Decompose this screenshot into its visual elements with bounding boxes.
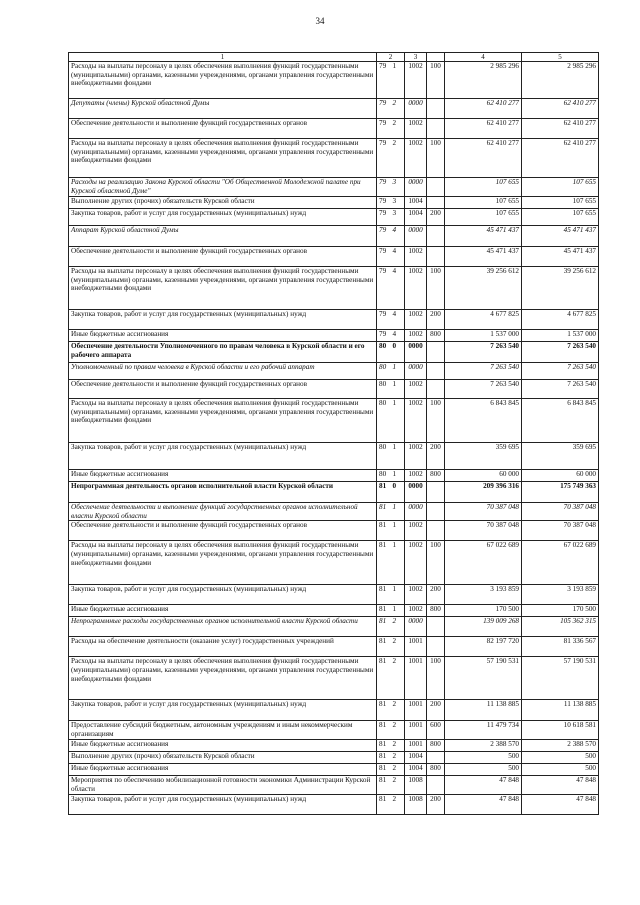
subsection-code-cell: 3 [391,197,405,209]
row-name-cell: Непрограммная деятельность органов исполнительной власти Курской области [69,482,377,503]
expense-type-cell [427,178,445,197]
table-row [69,617,599,637]
amount-year1-cell: 60 000 [445,470,522,482]
amount-year1-cell: 11 138 885 [445,700,522,721]
amount-year1-cell: 6 843 845 [445,399,522,443]
amount-year1-cell: 45 471 437 [445,226,522,247]
subsection-code-cell: 2 [391,119,405,139]
table-row [69,700,599,721]
row-name-cell: Обеспечение деятельности и выполнение функций государственных органов [69,521,377,541]
table-row [69,740,599,752]
amount-year2-cell: 60 000 [522,470,599,482]
amount-year1-cell: 139 009 268 [445,617,522,637]
expense-type-cell [427,380,445,399]
section-code-cell: 79 [377,226,391,247]
amount-year2-cell: 45 471 437 [522,226,599,247]
expense-type-cell [427,482,445,503]
section-code-cell: 80 [377,470,391,482]
expense-type-cell: 100 [427,139,445,178]
subsection-code-cell: 3 [391,178,405,197]
section-code-cell: 81 [377,482,391,503]
row-name-cell: Иные бюджетные ассигнования [69,330,377,342]
subsection-code-cell: 4 [391,226,405,247]
section-code-cell: 79 [377,62,391,99]
amount-year1-cell: 70 387 048 [445,503,522,521]
subsection-code-cell: 1 [391,521,405,541]
section-code-cell: 79 [377,119,391,139]
article-code-cell: 1002 [405,62,427,99]
article-code-cell: 0000 [405,99,427,119]
subsection-code-cell: 4 [391,267,405,310]
subsection-code-cell: 1 [391,503,405,521]
section-code-cell: 79 [377,267,391,310]
table-row [69,139,599,178]
amount-year2-cell: 62 410 277 [522,139,599,178]
page-number: 34 [315,16,325,26]
header-cell: 5 [522,53,599,62]
expense-type-cell [427,226,445,247]
article-code-cell: 1002 [405,541,427,585]
table-row [69,637,599,657]
subsection-code-cell: 2 [391,740,405,752]
section-code-cell: 79 [377,247,391,267]
subsection-code-cell: 2 [391,752,405,764]
expense-type-cell [427,617,445,637]
amount-year1-cell: 67 022 689 [445,541,522,585]
expense-type-cell [427,637,445,657]
section-code-cell: 81 [377,752,391,764]
article-code-cell: 0000 [405,363,427,380]
article-code-cell: 1004 [405,752,427,764]
expense-type-cell: 200 [427,795,445,815]
table-row [69,721,599,740]
article-code-cell: 1001 [405,740,427,752]
subsection-code-cell: 2 [391,637,405,657]
expense-type-cell [427,363,445,380]
row-name-cell: Обеспечение деятельности и выполнение функций государственных органов [69,380,377,399]
row-name-cell: Иные бюджетные ассигнования [69,764,377,776]
expense-type-cell: 100 [427,399,445,443]
section-code-cell: 79 [377,209,391,226]
article-code-cell: 0000 [405,178,427,197]
section-code-cell: 79 [377,139,391,178]
row-name-cell: Иные бюджетные ассигнования [69,470,377,482]
row-name-cell: Расходы на реализацию Закона Курской области "Об Общественной Молодежной палате при Курской областной Думе" [69,178,377,197]
amount-year2-cell: 500 [522,764,599,776]
amount-year1-cell: 47 848 [445,776,522,795]
article-code-cell: 1001 [405,637,427,657]
amount-year2-cell: 175 749 363 [522,482,599,503]
section-code-cell: 81 [377,521,391,541]
section-code-cell: 81 [377,617,391,637]
amount-year1-cell: 209 396 316 [445,482,522,503]
amount-year2-cell: 6 843 845 [522,399,599,443]
table-row [69,119,599,139]
amount-year2-cell: 70 387 048 [522,503,599,521]
expense-type-cell [427,197,445,209]
table-header-row [69,53,599,62]
expense-type-cell: 200 [427,585,445,605]
article-code-cell: 1002 [405,399,427,443]
article-code-cell: 1002 [405,470,427,482]
table-row [69,503,599,521]
subsection-code-cell: 1 [391,585,405,605]
amount-year2-cell: 10 618 581 [522,721,599,740]
subsection-code-cell: 3 [391,209,405,226]
amount-year1-cell: 45 471 437 [445,247,522,267]
amount-year2-cell: 47 848 [522,795,599,815]
amount-year2-cell: 2 985 296 [522,62,599,99]
amount-year2-cell: 45 471 437 [522,247,599,267]
row-name-cell: Выполнение других (прочих) обязательств Курской области [69,752,377,764]
article-code-cell: 1002 [405,139,427,178]
article-code-cell: 1001 [405,700,427,721]
expense-type-cell [427,503,445,521]
amount-year1-cell: 359 695 [445,443,522,470]
amount-year1-cell: 107 655 [445,178,522,197]
amount-year2-cell: 7 263 540 [522,380,599,399]
subsection-code-cell: 1 [391,470,405,482]
row-name-cell: Обеспечение деятельности и выполнение функций государственных органов исполнительной власти Курской области [69,503,377,521]
table-row [69,585,599,605]
section-code-cell: 81 [377,795,391,815]
amount-year1-cell: 7 263 540 [445,342,522,363]
expense-type-cell: 200 [427,209,445,226]
amount-year1-cell: 3 193 859 [445,585,522,605]
section-code-cell: 80 [377,399,391,443]
amount-year2-cell: 3 193 859 [522,585,599,605]
section-code-cell: 81 [377,776,391,795]
subsection-code-cell: 2 [391,617,405,637]
amount-year2-cell: 359 695 [522,443,599,470]
table-row [69,776,599,795]
expense-type-cell: 200 [427,700,445,721]
table-row [69,541,599,585]
subsection-code-cell: 1 [391,399,405,443]
subsection-code-cell: 1 [391,605,405,617]
row-name-cell: Иные бюджетные ассигнования [69,740,377,752]
subsection-code-cell: 2 [391,764,405,776]
table-row [69,521,599,541]
table-row [69,62,599,99]
subsection-code-cell: 4 [391,310,405,330]
amount-year2-cell: 105 362 315 [522,617,599,637]
table-row [69,342,599,363]
expense-type-cell: 800 [427,740,445,752]
header-cell: 1 [69,53,377,62]
expense-type-cell [427,776,445,795]
section-code-cell: 81 [377,721,391,740]
article-code-cell: 1002 [405,119,427,139]
subsection-code-cell: 2 [391,99,405,119]
expense-type-cell [427,247,445,267]
header-cell: 4 [445,53,522,62]
amount-year2-cell: 7 263 540 [522,342,599,363]
amount-year1-cell: 11 479 734 [445,721,522,740]
subsection-code-cell: 2 [391,139,405,178]
table-row [69,226,599,247]
article-code-cell: 1001 [405,657,427,700]
section-code-cell: 80 [377,380,391,399]
article-code-cell: 1002 [405,605,427,617]
table-row [69,99,599,119]
amount-year2-cell: 170 500 [522,605,599,617]
row-name-cell: Выполнение других (прочих) обязательств Курской области [69,197,377,209]
article-code-cell: 1002 [405,585,427,605]
table-row [69,363,599,380]
section-code-cell: 80 [377,342,391,363]
section-code-cell: 81 [377,657,391,700]
table-row [69,267,599,310]
amount-year1-cell: 39 256 612 [445,267,522,310]
amount-year1-cell: 107 655 [445,197,522,209]
section-code-cell: 80 [377,443,391,470]
header-cell: 3 [405,53,427,62]
amount-year2-cell: 70 387 048 [522,521,599,541]
amount-year2-cell: 57 190 531 [522,657,599,700]
expense-type-cell [427,99,445,119]
table-row [69,310,599,330]
subsection-code-cell: 4 [391,247,405,267]
article-code-cell: 1004 [405,197,427,209]
expense-type-cell [427,119,445,139]
amount-year2-cell: 7 263 540 [522,363,599,380]
expense-type-cell: 100 [427,541,445,585]
section-code-cell: 79 [377,178,391,197]
table-row [69,605,599,617]
expense-type-cell: 600 [427,721,445,740]
row-name-cell: Расходы на выплаты персоналу в целях обеспечения выполнения функций государственными (муниципальными) органами, казенными учреждениями, органами управления государственными внебюджетными фондами [69,399,377,443]
amount-year2-cell: 62 410 277 [522,119,599,139]
table-row [69,482,599,503]
expense-type-cell: 800 [427,764,445,776]
amount-year2-cell: 107 655 [522,209,599,226]
article-code-cell: 1004 [405,209,427,226]
section-code-cell: 79 [377,197,391,209]
table-row [69,764,599,776]
amount-year2-cell: 81 336 567 [522,637,599,657]
row-name-cell: Аппарат Курской областной Думы [69,226,377,247]
expense-type-cell: 100 [427,62,445,99]
amount-year2-cell: 47 848 [522,776,599,795]
row-name-cell: Предоставление субсидий бюджетным, автономным учреждениям и иным некоммерческим организациям [69,721,377,740]
row-name-cell: Уполномоченный по правам человека в Курской области и его рабочий аппарат [69,363,377,380]
subsection-code-cell: 1 [391,363,405,380]
row-name-cell: Закупка товаров, работ и услуг для государственных (муниципальных) нужд [69,795,377,815]
article-code-cell: 0000 [405,503,427,521]
article-code-cell: 1002 [405,443,427,470]
subsection-code-cell: 2 [391,700,405,721]
expense-type-cell [427,342,445,363]
amount-year1-cell: 170 500 [445,605,522,617]
row-name-cell: Закупка товаров, работ и услуг для государственных (муниципальных) нужд [69,310,377,330]
expense-type-cell [427,752,445,764]
article-code-cell: 1004 [405,764,427,776]
row-name-cell: Мероприятия по обеспечению мобилизационной готовности экономики Администрации Курской области [69,776,377,795]
row-name-cell: Расходы на выплаты персоналу в целях обеспечения выполнения функций государственными (муниципальными) органами, казенными учреждениями, органами управления государственными внебюджетными фондами [69,267,377,310]
amount-year1-cell: 47 848 [445,795,522,815]
row-name-cell: Депутаты (члены) Курской областной Думы [69,99,377,119]
section-code-cell: 81 [377,585,391,605]
amount-year1-cell: 500 [445,764,522,776]
amount-year1-cell: 107 655 [445,209,522,226]
section-code-cell: 81 [377,740,391,752]
article-code-cell: 1002 [405,310,427,330]
budget-table [68,52,599,815]
article-code-cell: 1002 [405,330,427,342]
article-code-cell: 0000 [405,617,427,637]
header-cell [427,53,445,62]
table-row [69,178,599,197]
section-code-cell: 79 [377,310,391,330]
section-code-cell: 81 [377,541,391,585]
amount-year2-cell: 500 [522,752,599,764]
subsection-code-cell: 0 [391,342,405,363]
row-name-cell: Закупка товаров, работ и услуг для государственных (муниципальных) нужд [69,585,377,605]
amount-year1-cell: 2 388 570 [445,740,522,752]
section-code-cell: 79 [377,330,391,342]
section-code-cell: 81 [377,700,391,721]
subsection-code-cell: 4 [391,330,405,342]
row-name-cell: Расходы на выплаты персоналу в целях обеспечения выполнения функций государственными (муниципальными) органами, казенными учреждениями, органами управления государственными внебюджетными фондами [69,541,377,585]
subsection-code-cell: 2 [391,795,405,815]
header-cell: 2 [377,53,405,62]
subsection-code-cell: 1 [391,380,405,399]
amount-year1-cell: 7 263 540 [445,363,522,380]
table-row [69,380,599,399]
section-code-cell: 81 [377,637,391,657]
row-name-cell: Расходы на выплаты персоналу в целях обеспечения выполнения функций государственными (муниципальными) органами, казенными учреждениями, органами управления государственными внебюджетными фондами [69,62,377,99]
amount-year1-cell: 62 410 277 [445,139,522,178]
amount-year2-cell: 1 537 000 [522,330,599,342]
article-code-cell: 1002 [405,247,427,267]
article-code-cell: 1008 [405,776,427,795]
row-name-cell: Закупка товаров, работ и услуг для государственных (муниципальных) нужд [69,443,377,470]
expense-type-cell: 800 [427,470,445,482]
expense-type-cell: 800 [427,330,445,342]
article-code-cell: 1008 [405,795,427,815]
amount-year1-cell: 70 387 048 [445,521,522,541]
amount-year2-cell: 11 138 885 [522,700,599,721]
amount-year2-cell: 107 655 [522,178,599,197]
section-code-cell: 79 [377,99,391,119]
table-row [69,247,599,267]
row-name-cell: Обеспечение деятельности и выполнение функций государственных органов [69,119,377,139]
subsection-code-cell: 1 [391,443,405,470]
row-name-cell: Обеспечение деятельности и выполнение функций государственных органов [69,247,377,267]
amount-year2-cell: 62 410 277 [522,99,599,119]
subsection-code-cell: 2 [391,776,405,795]
amount-year2-cell: 107 655 [522,197,599,209]
expense-type-cell: 200 [427,443,445,470]
amount-year1-cell: 62 410 277 [445,99,522,119]
amount-year1-cell: 82 197 720 [445,637,522,657]
table-row [69,752,599,764]
row-name-cell: Непрограммные расходы государственных органов исполнительной власти Курской области [69,617,377,637]
row-name-cell: Иные бюджетные ассигнования [69,605,377,617]
article-code-cell: 1002 [405,267,427,310]
table-row [69,443,599,470]
amount-year2-cell: 4 677 825 [522,310,599,330]
row-name-cell: Расходы на выплаты персоналу в целях обеспечения выполнения функций государственными (муниципальными) органами, казенными учреждениями, органами управления государственными внебюджетными фондами [69,139,377,178]
amount-year1-cell: 2 985 296 [445,62,522,99]
row-name-cell: Расходы на выплаты персоналу в целях обеспечения выполнения функций государственными (муниципальными) органами, казенными учреждениями, органами управления государственными внебюджетными фондами [69,657,377,700]
table-row [69,209,599,226]
row-name-cell: Закупка товаров, работ и услуг для государственных (муниципальных) нужд [69,700,377,721]
amount-year1-cell: 1 537 000 [445,330,522,342]
article-code-cell: 1002 [405,380,427,399]
amount-year1-cell: 4 677 825 [445,310,522,330]
section-code-cell: 80 [377,363,391,380]
expense-type-cell: 100 [427,657,445,700]
subsection-code-cell: 2 [391,721,405,740]
amount-year2-cell: 67 022 689 [522,541,599,585]
table-row [69,795,599,815]
section-code-cell: 81 [377,503,391,521]
section-code-cell: 81 [377,605,391,617]
subsection-code-cell: 0 [391,482,405,503]
table-row [69,399,599,443]
section-code-cell: 81 [377,764,391,776]
subsection-code-cell: 1 [391,62,405,99]
expense-type-cell [427,521,445,541]
amount-year2-cell: 2 388 570 [522,740,599,752]
expense-type-cell: 200 [427,310,445,330]
article-code-cell: 1002 [405,521,427,541]
amount-year1-cell: 62 410 277 [445,119,522,139]
subsection-code-cell: 1 [391,541,405,585]
table-row [69,657,599,700]
table-row [69,330,599,342]
amount-year1-cell: 500 [445,752,522,764]
row-name-cell: Закупка товаров, работ и услуг для государственных (муниципальных) нужд [69,209,377,226]
table-row [69,197,599,209]
amount-year1-cell: 7 263 540 [445,380,522,399]
table-row [69,470,599,482]
subsection-code-cell: 2 [391,657,405,700]
article-code-cell: 0000 [405,226,427,247]
article-code-cell: 0000 [405,482,427,503]
amount-year2-cell: 39 256 612 [522,267,599,310]
article-code-cell: 1001 [405,721,427,740]
expense-type-cell: 800 [427,605,445,617]
row-name-cell: Расходы на обеспечение деятельности (оказание услуг) государственных учреждений [69,637,377,657]
article-code-cell: 0000 [405,342,427,363]
row-name-cell: Обеспечение деятельности Уполномоченного по правам человека в Курской области и его рабочего аппарата [69,342,377,363]
amount-year1-cell: 57 190 531 [445,657,522,700]
expense-type-cell: 100 [427,267,445,310]
